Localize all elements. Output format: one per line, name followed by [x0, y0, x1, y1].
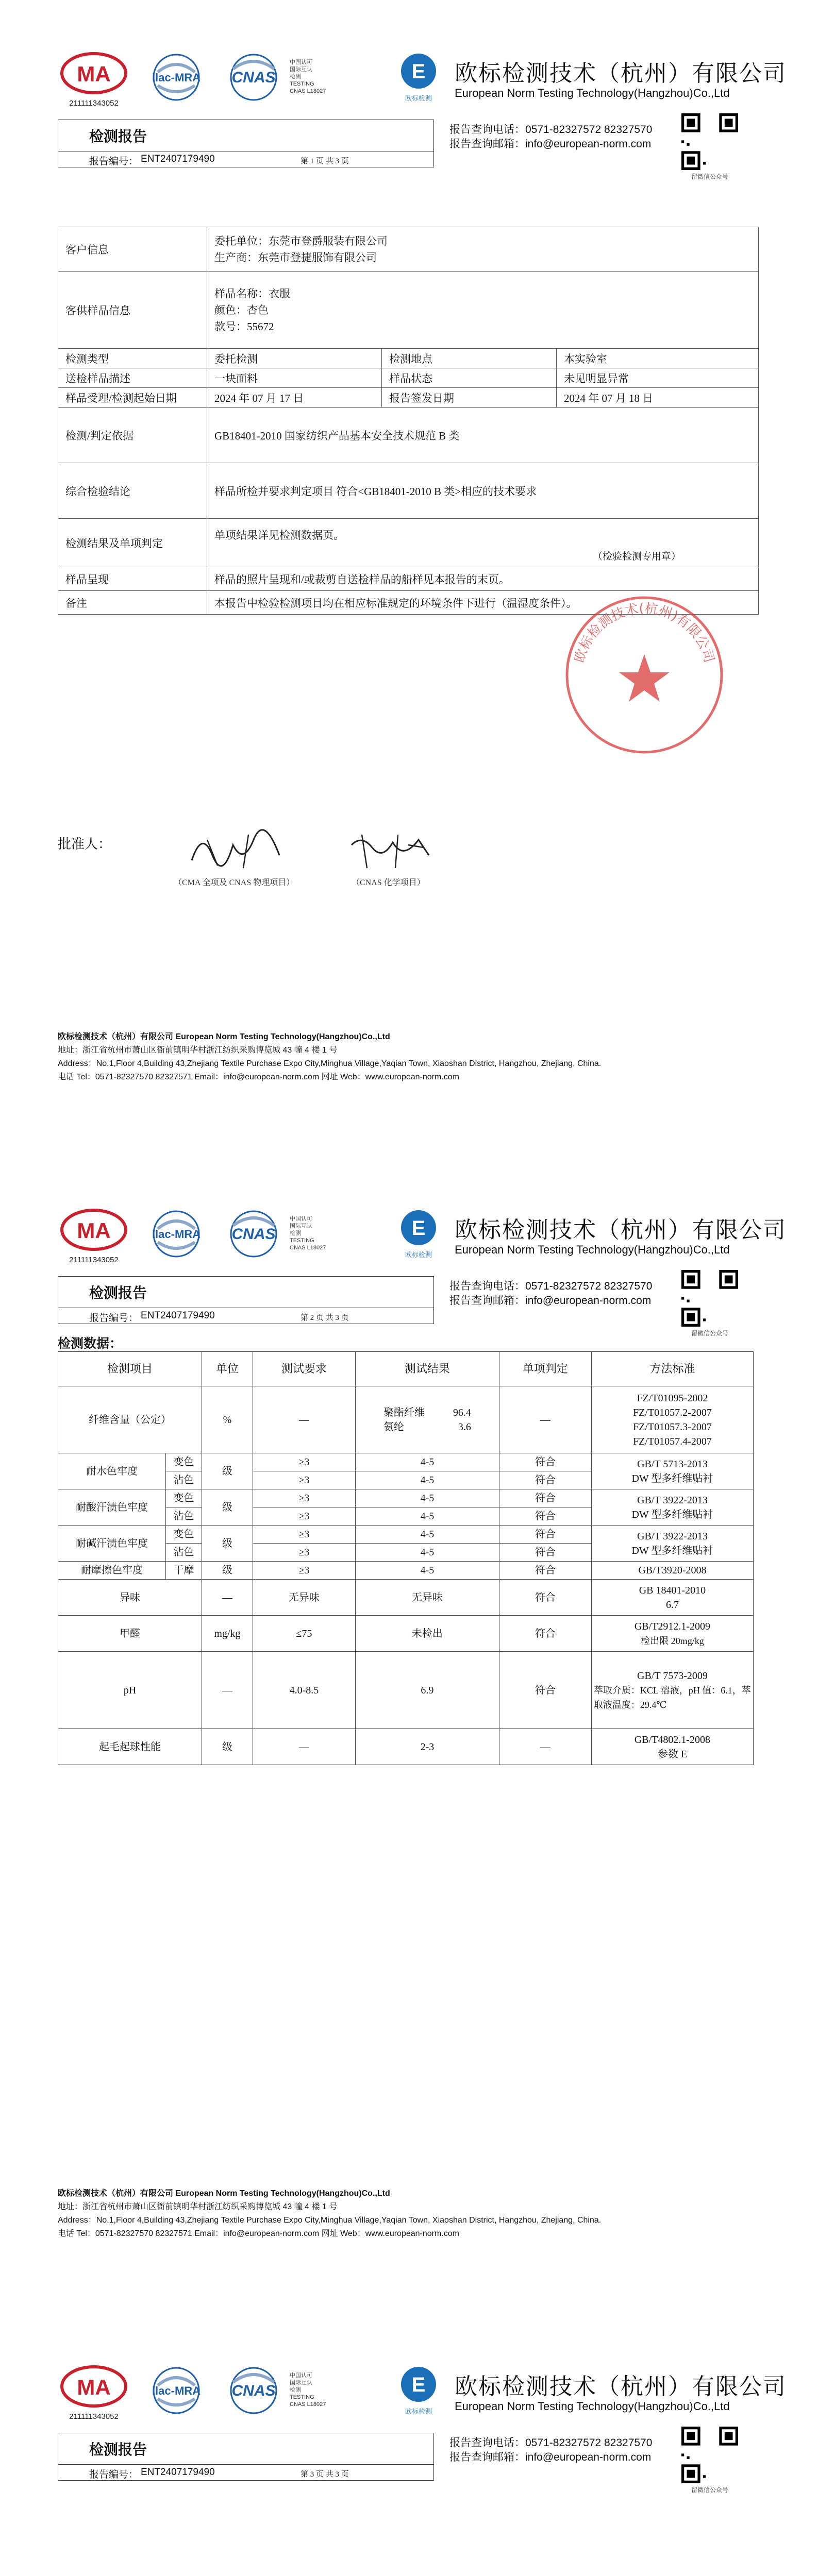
report-no-label: 报告编号：	[89, 1313, 139, 1324]
qr-code-icon	[681, 113, 738, 170]
report-title: 检测报告	[58, 120, 434, 151]
company-name-en: European Norm Testing Technology(Hangzhou)Co.,Ltd	[455, 87, 730, 99]
test-location-label: 检测地点	[382, 349, 557, 368]
report-no: ENT2407179490	[141, 2467, 215, 2478]
report-header	[58, 2365, 787, 2427]
signature-2-icon	[346, 824, 434, 876]
svg-text:E: E	[411, 2374, 426, 2396]
table-row: 沾色 ≥3 4-5 符合	[58, 1507, 754, 1526]
conclusion-value: 样品所检并要求判定项目 符合<GB18401-2010 B 类>相应的技术要求	[207, 463, 759, 519]
report-footer: 欧标检测技术（杭州）有限公司 European Norm Testing Technology(Hangzhou)Co.,Ltd 地址：浙江省杭州市萧山区衙前镇明华村浙江纺织采购博览城 43 幢 4 楼 1 号 Address：No.1,Floor 4,Building 43,Zhejiang Textile Purchase Expo City,Minghua Village,Yaqian Town, Xiaoshan District, Hangzhou, Zhejiang, China. 电话 Tel：0571-82327570 82327571 Email：info@european-norm.com 网址 Web：www.european-norm.com	[58, 1032, 602, 1081]
cnas-logo-icon	[218, 1208, 290, 1265]
basis-value: GB18401-2010 国家纺织产品基本安全技术规范 B 类	[207, 408, 759, 463]
ebt-caption: 欧标检测	[405, 2408, 432, 2415]
company-name-en: European Norm Testing Technology(Hangzhou)Co.,Ltd	[455, 2400, 730, 2413]
svg-text:ilac-MRA: ilac-MRA	[152, 1228, 201, 1241]
ebt-caption: 欧标检测	[405, 94, 432, 102]
test-type-value: 委托检测	[207, 349, 382, 368]
report-title: 检测报告	[58, 2433, 434, 2465]
signature-1-caption: （CMA 全项及 CNAS 物理项目）	[174, 878, 295, 887]
col-judgement: 单项判定	[499, 1352, 591, 1386]
report-footer: 欧标检测技术（杭州）有限公司 European Norm Testing Technology(Hangzhou)Co.,Ltd 地址：浙江省杭州市萧山区衙前镇明华村浙江纺织采购博览城 43 幢 4 楼 1 号 Address：No.1,Floor 4,Building 43,Zhejiang Textile Purchase Expo City,Minghua Village,Yaqian Town, Xiaoshan District, Hangzhou, Zhejiang, China. 电话 Tel：0571-82327570 82327571 Email：info@european-norm.com 网址 Web：www.european-norm.com	[58, 2189, 602, 2238]
svg-text:ilac-MRA: ilac-MRA	[152, 71, 201, 84]
report-no-label: 报告编号：	[89, 156, 139, 167]
table-row: 耐酸汗渍色牢度 变色 级 ≥3 4-5 符合 GB/T 3922-2013 DW 型多纤维贴衬	[58, 1489, 754, 1507]
report-number-row	[58, 151, 434, 167]
issue-date-label: 报告签发日期	[382, 388, 557, 408]
table-row: 纤维含量（公定） % — 聚酯纤维 96.4 氨纶 3.6 — FZ/T01095-2002 FZ/T01057.2-2007 FZ/T01057.3-2007 FZ/T01057.4-2007	[58, 1386, 754, 1453]
test-data-table	[58, 1351, 754, 1765]
result-row	[58, 519, 759, 567]
report-header	[58, 52, 787, 113]
table-row: pH — 4.0-8.5 6.9 符合 GB/T 7573-2009 萃取介质：KCL 溶液，pH 值：6.1，萃取液温度：29.4℃	[58, 1652, 754, 1729]
table-row: 沾色 ≥3 4-5 符合	[58, 1544, 754, 1562]
ilac-mra-logo-icon	[140, 1208, 212, 1265]
contact-email: 报告查询邮箱：info@european-norm.com	[449, 2451, 652, 2463]
svg-text:欧标检测技术(杭州)有限公司: 欧标检测技术(杭州)有限公司	[572, 601, 717, 665]
client-value: 委托单位：东莞市登爵服装有限公司 生产商：东莞市登捷服饰有限公司	[207, 227, 759, 272]
remark-value: 本报告中检验检测项目均在相应标准规定的环境条件下进行（温湿度条件）。	[207, 591, 759, 615]
report-title-box	[58, 120, 759, 180]
contact-block	[449, 123, 652, 151]
seal-note: （检验检测专用章）	[592, 551, 681, 562]
sample-state-value: 未见明显异常	[557, 368, 759, 388]
basis-label: 检测/判定依据	[58, 408, 207, 463]
cnas-note: 中国认可 国际互认 检测 TESTING CNAS L18027	[290, 59, 326, 94]
table-row: 耐碱汗渍色牢度 变色 级 ≥3 4-5 符合 GB/T 3922-2013 DW 型多纤维贴衬	[58, 1526, 754, 1544]
qr-code-icon	[681, 1270, 738, 1327]
report-title-box	[58, 2433, 759, 2494]
page-indicator: 第 3 页 共 3 页	[301, 2470, 349, 2479]
remark-label: 备注	[58, 591, 207, 615]
sample-label: 客供样品信息	[58, 272, 207, 349]
display-value: 样品的照片呈现和/或裁剪自送检样品的船样见本报告的末页。	[207, 567, 759, 591]
signature-2-caption: （CNAS 化学项目）	[352, 878, 425, 887]
company-name-cn: 欧标检测技术（杭州）有限公司	[455, 1217, 787, 1243]
report-info-table	[58, 227, 759, 615]
date-row	[58, 388, 759, 408]
signature-1-icon	[187, 824, 290, 876]
issue-date-value: 2024 年 07 月 18 日	[557, 388, 759, 408]
cnas-logo-icon	[218, 52, 290, 108]
ebt-caption: 欧标检测	[405, 1251, 432, 1259]
client-label: 客户信息	[58, 227, 207, 272]
signature-block	[58, 824, 676, 907]
page-indicator: 第 2 页 共 3 页	[301, 1314, 349, 1322]
data-title: 检测数据：	[58, 1336, 123, 1351]
report-title: 检测报告	[58, 1276, 434, 1308]
sample-desc-value: 一块面料	[207, 368, 382, 388]
qr-caption: 留微信公众号	[691, 1330, 728, 1337]
conclusion-label: 综合检验结论	[58, 463, 207, 519]
col-requirement: 测试要求	[253, 1352, 355, 1386]
table-row: 耐摩擦色牢度 干摩 级 ≥3 4-5 符合 GB/T3920-2008	[58, 1562, 754, 1580]
test-type-row	[58, 349, 759, 368]
svg-text:CNAS: CNAS	[231, 2382, 276, 2399]
report-title-box	[58, 1276, 759, 1337]
result-value: 单项结果详见检测数据页。	[214, 529, 344, 541]
svg-text:E: E	[411, 1217, 426, 1240]
svg-text:MA: MA	[77, 62, 111, 86]
sample-desc-label: 送检样品描述	[58, 368, 207, 388]
qr-caption: 留微信公众号	[691, 2486, 728, 2494]
col-item: 检测项目	[58, 1352, 202, 1386]
result-value-cell	[207, 519, 759, 567]
cma-number: 211111343052	[69, 1256, 119, 1264]
cnas-note: 中国认可 国际互认 检测 TESTING CNAS L18027	[290, 1216, 326, 1251]
table-row: 甲醛 mg/kg ≤75 未检出 符合 GB/T2912.1-2009 检出限 20mg/kg	[58, 1616, 754, 1652]
svg-text:CNAS: CNAS	[231, 69, 276, 86]
contact-block	[449, 1279, 652, 1308]
report-page-2	[0, 1157, 818, 2313]
cma-number: 211111343052	[69, 2412, 119, 2421]
report-no: ENT2407179490	[141, 154, 215, 164]
ilac-mra-logo-icon	[140, 52, 212, 108]
report-no: ENT2407179490	[141, 1310, 215, 1321]
table-row: 起毛起球性能 级 — 2-3 — GB/T4802.1-2008 参数 E	[58, 1729, 754, 1765]
page-indicator: 第 1 页 共 3 页	[301, 157, 349, 165]
cma-number: 211111343052	[69, 99, 119, 108]
company-name-en: European Norm Testing Technology(Hangzhou)Co.,Ltd	[455, 1243, 730, 1256]
company-name-cn: 欧标检测技术（杭州）有限公司	[455, 60, 787, 87]
test-location-value: 本实验室	[557, 349, 759, 368]
report-page-3	[0, 2313, 818, 2576]
sample-state-label: 样品状态	[382, 368, 557, 388]
company-seal-icon	[557, 587, 732, 762]
col-result: 测试结果	[355, 1352, 499, 1386]
display-label: 样品呈现	[58, 567, 207, 591]
sample-desc-row	[58, 368, 759, 388]
table-header	[58, 1352, 754, 1386]
report-number-row	[58, 2464, 434, 2481]
ilac-mra-logo-icon	[140, 2365, 212, 2421]
basis-row	[58, 408, 759, 463]
report-page-1	[0, 0, 818, 1157]
cnas-note: 中国认可 国际互认 检测 TESTING CNAS L18027	[290, 2372, 326, 2408]
contact-phone: 报告查询电话：0571-82327572 82327570	[449, 124, 653, 135]
approver-label: 批准人：	[58, 837, 112, 852]
qr-caption: 留微信公众号	[691, 173, 728, 180]
table-row: 异味 — 无异味 无异味 符合 GB 18401-2010 6.7	[58, 1580, 754, 1616]
cnas-logo-icon	[218, 2365, 290, 2421]
fiber-composition: 聚酯纤维 96.4 氨纶 3.6	[355, 1386, 499, 1453]
col-standard: 方法标准	[591, 1352, 753, 1386]
col-unit: 单位	[202, 1352, 253, 1386]
test-type-label: 检测类型	[58, 349, 207, 368]
receive-date-label: 样品受理/检测起始日期	[58, 388, 207, 408]
result-label: 检测结果及单项判定	[58, 519, 207, 567]
svg-text:CNAS: CNAS	[231, 1226, 276, 1243]
contact-phone: 报告查询电话：0571-82327572 82327570	[449, 1280, 653, 1292]
contact-email: 报告查询邮箱：info@european-norm.com	[449, 1295, 652, 1307]
contact-block	[449, 2436, 652, 2465]
conclusion-row	[58, 463, 759, 519]
client-row	[58, 227, 759, 272]
sample-value: 样品名称：衣服 颜色：杏色 款号：55672	[207, 272, 759, 349]
svg-text:MA: MA	[77, 2375, 111, 2399]
svg-text:MA: MA	[77, 1218, 111, 1243]
contact-email: 报告查询邮箱：info@european-norm.com	[449, 138, 652, 150]
svg-text:ilac-MRA: ilac-MRA	[152, 2384, 201, 2397]
qr-code-icon	[681, 2427, 738, 2483]
report-header	[58, 1208, 787, 1270]
receive-date-value: 2024 年 07 月 17 日	[207, 388, 382, 408]
svg-text:E: E	[411, 60, 426, 83]
sample-row	[58, 272, 759, 349]
table-row: 沾色 ≥3 4-5 符合	[58, 1471, 754, 1489]
report-no-label: 报告编号：	[89, 2469, 139, 2480]
report-number-row	[58, 1308, 434, 1324]
table-row: 耐水色牢度 变色 级 ≥3 4-5 符合 GB/T 5713-2013 DW 型多纤维贴衬	[58, 1453, 754, 1471]
company-name-cn: 欧标检测技术（杭州）有限公司	[455, 2374, 787, 2400]
contact-phone: 报告查询电话：0571-82327572 82327570	[449, 2437, 653, 2449]
